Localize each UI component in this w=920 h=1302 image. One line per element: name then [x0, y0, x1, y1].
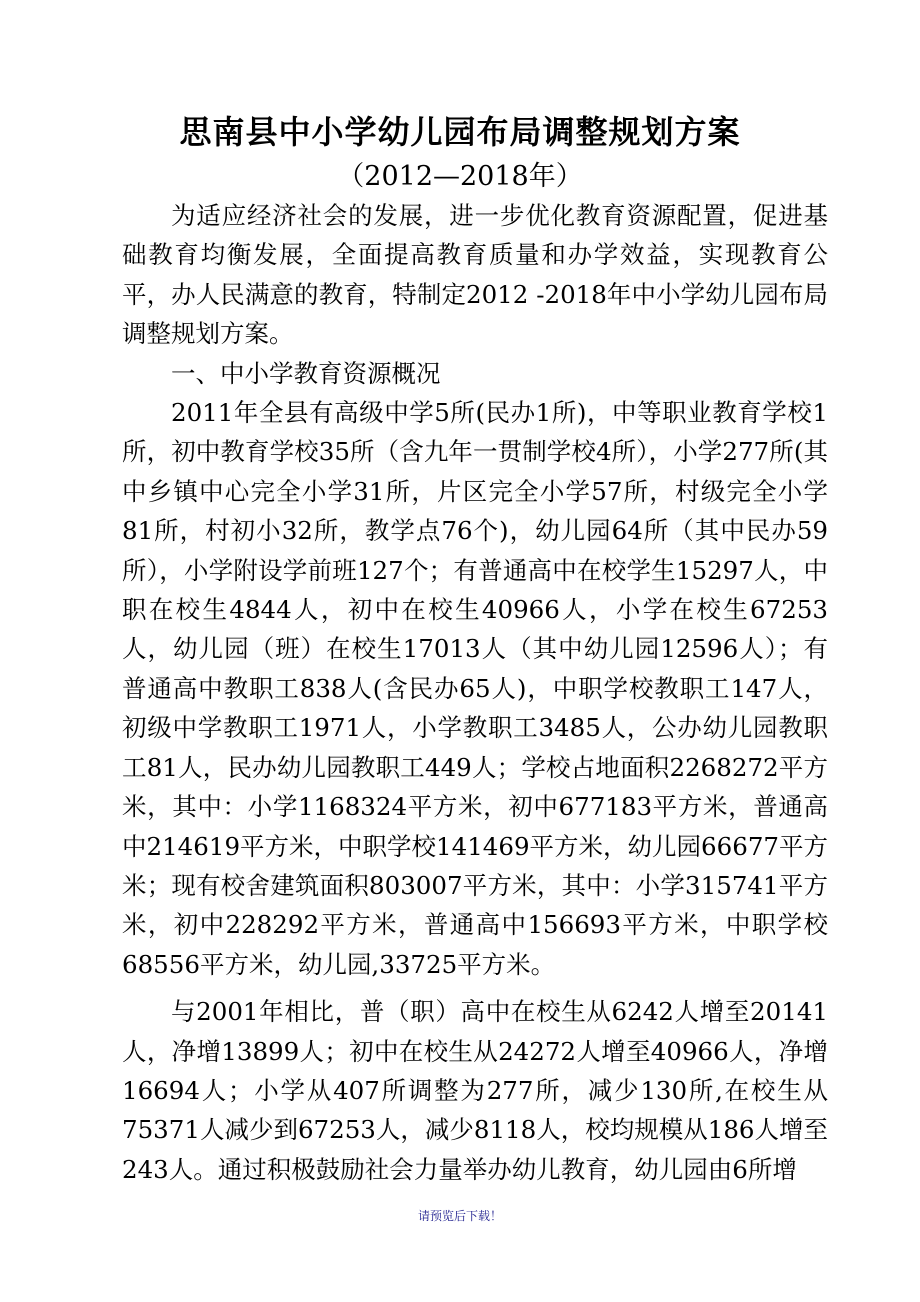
overview-paragraph: 2011年全县有高级中学5所(民办1所)，中等职业教育学校1所，初中教育学校35所（含九年一贯制学校4所），小学277所(其中乡镇中心完全小学31所，片区完全小学57所，村级完全小学81所，村初小32所，教学点76个)，幼儿园64所（其中民办59所），小学附设学前班127个；有普通高中在校学生15297人，中职在校生4844人，初中在校生40966人，小学在校生67253人，幼儿园（班）在校生17013人（其中幼儿园12596人）；有普通高中教职工838人(含民办65人)，中职学校教职工147人，初级中学教职工1971人，小学教职工3485人，公办幼儿园教职工81人，民办幼儿园教职工449人；学校占地面积2268272平方米，其中：小学1168324平方米，初中677183平方米，普通高中214619平方米，中职学校141469平方米，幼儿园66677平方米；现有校舍建筑面积803007平方米，其中：小学315741平方米，初中228292平方米，普通高中156693平方米，中职学校68556平方米，幼儿园,33725平方米。 — [122, 398, 828, 979]
document-title: 思南县中小学幼儿园布局调整规划方案 — [179, 113, 741, 151]
section-heading: 一、中小学教育资源概况 — [171, 358, 441, 388]
comparison-paragraph: 与2001年相比，普（职）高中在校生从6242人增至20141人，净增13899人；初中在校生从24272人增至40966人，净增16694人；小学从407所调整为277所，减少130所,在校生从75371人减少到67253人，减少8118人，校均规模从186人增至243人。通过积极鼓励社会力量举办幼儿教育，幼儿园由6所增 — [122, 997, 828, 1184]
download-notice: 请预览后下载！ — [417, 1209, 502, 1223]
document-body — [122, 196, 828, 1189]
document-subtitle: （2012—2018年） — [337, 161, 583, 192]
intro-paragraph: 为适应经济社会的发展，进一步优化教育资源配置，促进基础教育均衡发展，全面提高教育质量和办学效益，实现教育公平，办人民满意的教育，特制定2012 -2018年中小学幼儿园布局调整规划方案。 — [122, 201, 828, 349]
